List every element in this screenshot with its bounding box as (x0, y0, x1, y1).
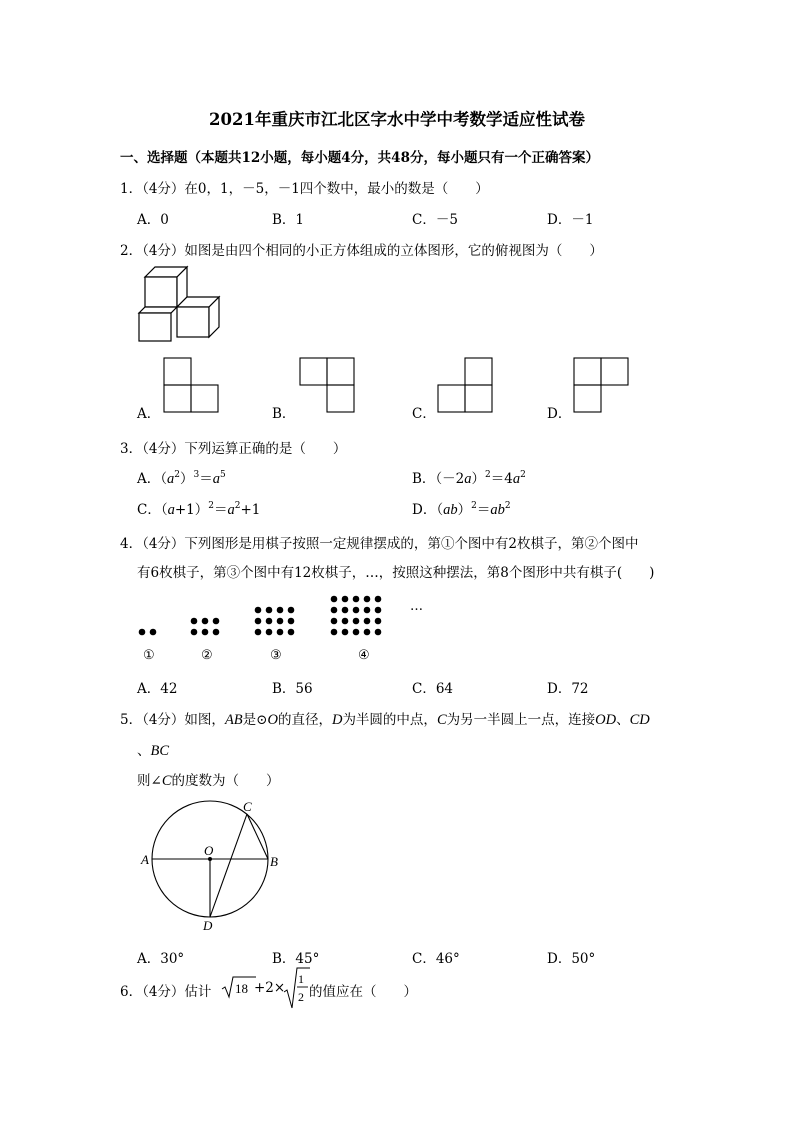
chess-piece-dot (277, 607, 284, 614)
label-a: A (141, 852, 149, 867)
question-4-stem-line2: 有6枚棋子，第③个图中有12枚棋子，…，按照这种摆法，第8个图形中共有棋子( ) (137, 565, 655, 581)
chess-piece-dot (288, 607, 295, 614)
q1-option-a: A．0 (137, 212, 169, 228)
chess-piece-dot (288, 618, 295, 625)
chess-piece-dot (364, 618, 371, 625)
chess-piece-dot (375, 629, 382, 636)
q5-option-d: D．50° (547, 951, 596, 967)
q4-option-c: C．64 (412, 681, 454, 697)
q1-option-d: D．－1 (547, 212, 594, 228)
q4-option-d: D．72 (547, 681, 589, 697)
q4-figure-label-4: ④ (358, 648, 370, 663)
q4-figure-label-3: ③ (270, 648, 282, 663)
chess-piece-dot (191, 618, 198, 625)
q2-cube-figure (135, 267, 215, 343)
svg-text:1: 1 (298, 972, 304, 986)
question-5-stem-line1: 5．（4分）如图，AB是⊙O的直径，D为半圆的中点，C为另一半圆上一点，连接OD、CD (120, 712, 650, 728)
chess-piece-dot (342, 607, 349, 614)
label-c: C (243, 799, 252, 814)
q1-option-c: C．－5 (412, 212, 458, 228)
chess-piece-dot (202, 629, 209, 636)
question-6-plus: +2× (254, 980, 286, 996)
q2-option-c-figure (438, 358, 494, 414)
question-3-stem: 3．（4分）下列运算正确的是（ ） (120, 441, 347, 457)
chess-piece-dot (255, 618, 262, 625)
question-2-stem: 2．（4分）如图是由四个相同的小正方体组成的立体图形，它的俯视图为（ ） (120, 243, 603, 259)
question-5-stem-line2: 、BC (137, 743, 170, 759)
chess-piece-dot (375, 618, 382, 625)
q4-ellipsis: … (410, 599, 423, 614)
q6-sqrt-half (284, 966, 310, 1010)
chess-piece-dot (255, 629, 262, 636)
q2-option-b-figure (300, 358, 356, 414)
chess-piece-dot (364, 629, 371, 636)
chess-piece-dot (255, 607, 262, 614)
svg-text:18: 18 (235, 981, 248, 996)
q3-option-a: A．$(a^2)^3=a^5$ (137, 470, 226, 487)
chess-piece-dot (353, 629, 360, 636)
q3-option-b: B．$(-2a)^2=4a^2$ (412, 470, 526, 487)
chess-piece-dot (150, 629, 157, 636)
q4-figure-label-2: ② (201, 648, 213, 663)
chess-piece-dot (266, 618, 273, 625)
label-d: D (203, 918, 213, 933)
q2-option-a: A． (137, 406, 161, 422)
chess-piece-dot (353, 607, 360, 614)
chess-piece-dot (288, 629, 295, 636)
question-5-stem-line3: 则∠C的度数为（ ） (137, 773, 280, 789)
chess-piece-dot (191, 629, 198, 636)
label-o: O (204, 843, 214, 858)
q2-option-d: D． (547, 406, 572, 422)
page-title: 2021年重庆市江北区字水中学中考数学适应性试卷 (209, 110, 585, 129)
q5-option-c: C．46° (412, 951, 460, 967)
q4-dot-patterns (140, 592, 440, 642)
chess-piece-dot (364, 607, 371, 614)
chess-piece-dot (342, 618, 349, 625)
question-4-stem-line1: 4．（4分）下列图形是用棋子按照一定规律摆成的，第①个图中有2枚棋子，第②个图中 (120, 536, 639, 552)
chess-piece-dot (213, 629, 220, 636)
q5-option-a: A．30° (137, 951, 185, 967)
chess-piece-dot (331, 596, 338, 603)
chess-piece-dot (213, 618, 220, 625)
chess-piece-dot (331, 607, 338, 614)
svg-text:2: 2 (298, 990, 304, 1004)
chess-piece-dot (266, 607, 273, 614)
chess-piece-dot (139, 629, 146, 636)
chess-piece-dot (375, 596, 382, 603)
chess-piece-dot (202, 618, 209, 625)
chess-piece-dot (342, 596, 349, 603)
q3-option-d: D．$(ab)^2=ab^2$ (412, 501, 511, 518)
question-6-stem-b: 的值应在（ ） (309, 984, 417, 1000)
chess-piece-dot (331, 618, 338, 625)
chess-piece-dot (277, 629, 284, 636)
chess-piece-dot (375, 607, 382, 614)
chess-piece-dot (364, 596, 371, 603)
q4-option-b: B．56 (272, 681, 313, 697)
section-heading: 一、选择题（本题共12小题，每小题4分，共48分，每小题只有一个正确答案） (120, 150, 599, 166)
question-1-stem: 1．（4分）在0，1，－5，－1四个数中，最小的数是（ ） (120, 181, 489, 197)
chess-piece-dot (342, 629, 349, 636)
q5-circle-figure (140, 798, 290, 934)
q2-option-d-figure (574, 358, 630, 414)
q2-option-b: B． (272, 406, 296, 422)
label-b: B (270, 854, 278, 869)
q3-option-c: C．$(a+1)^2=a^2+1$ (137, 501, 261, 518)
q4-option-a: A．42 (137, 681, 178, 697)
chess-piece-dot (353, 618, 360, 625)
chess-piece-dot (353, 596, 360, 603)
q6-sqrt18 (222, 974, 256, 1000)
chess-piece-dot (331, 629, 338, 636)
q1-option-b: B．1 (272, 212, 305, 228)
chess-piece-dot (277, 618, 284, 625)
q2-option-a-figure (164, 358, 220, 414)
chess-piece-dot (266, 629, 273, 636)
q4-figure-label-1: ① (143, 648, 155, 663)
q2-option-c: C． (412, 406, 436, 422)
question-6-stem-a: 6．（4分）估计 (120, 984, 212, 1000)
q5-option-b: B．45° (272, 951, 320, 967)
